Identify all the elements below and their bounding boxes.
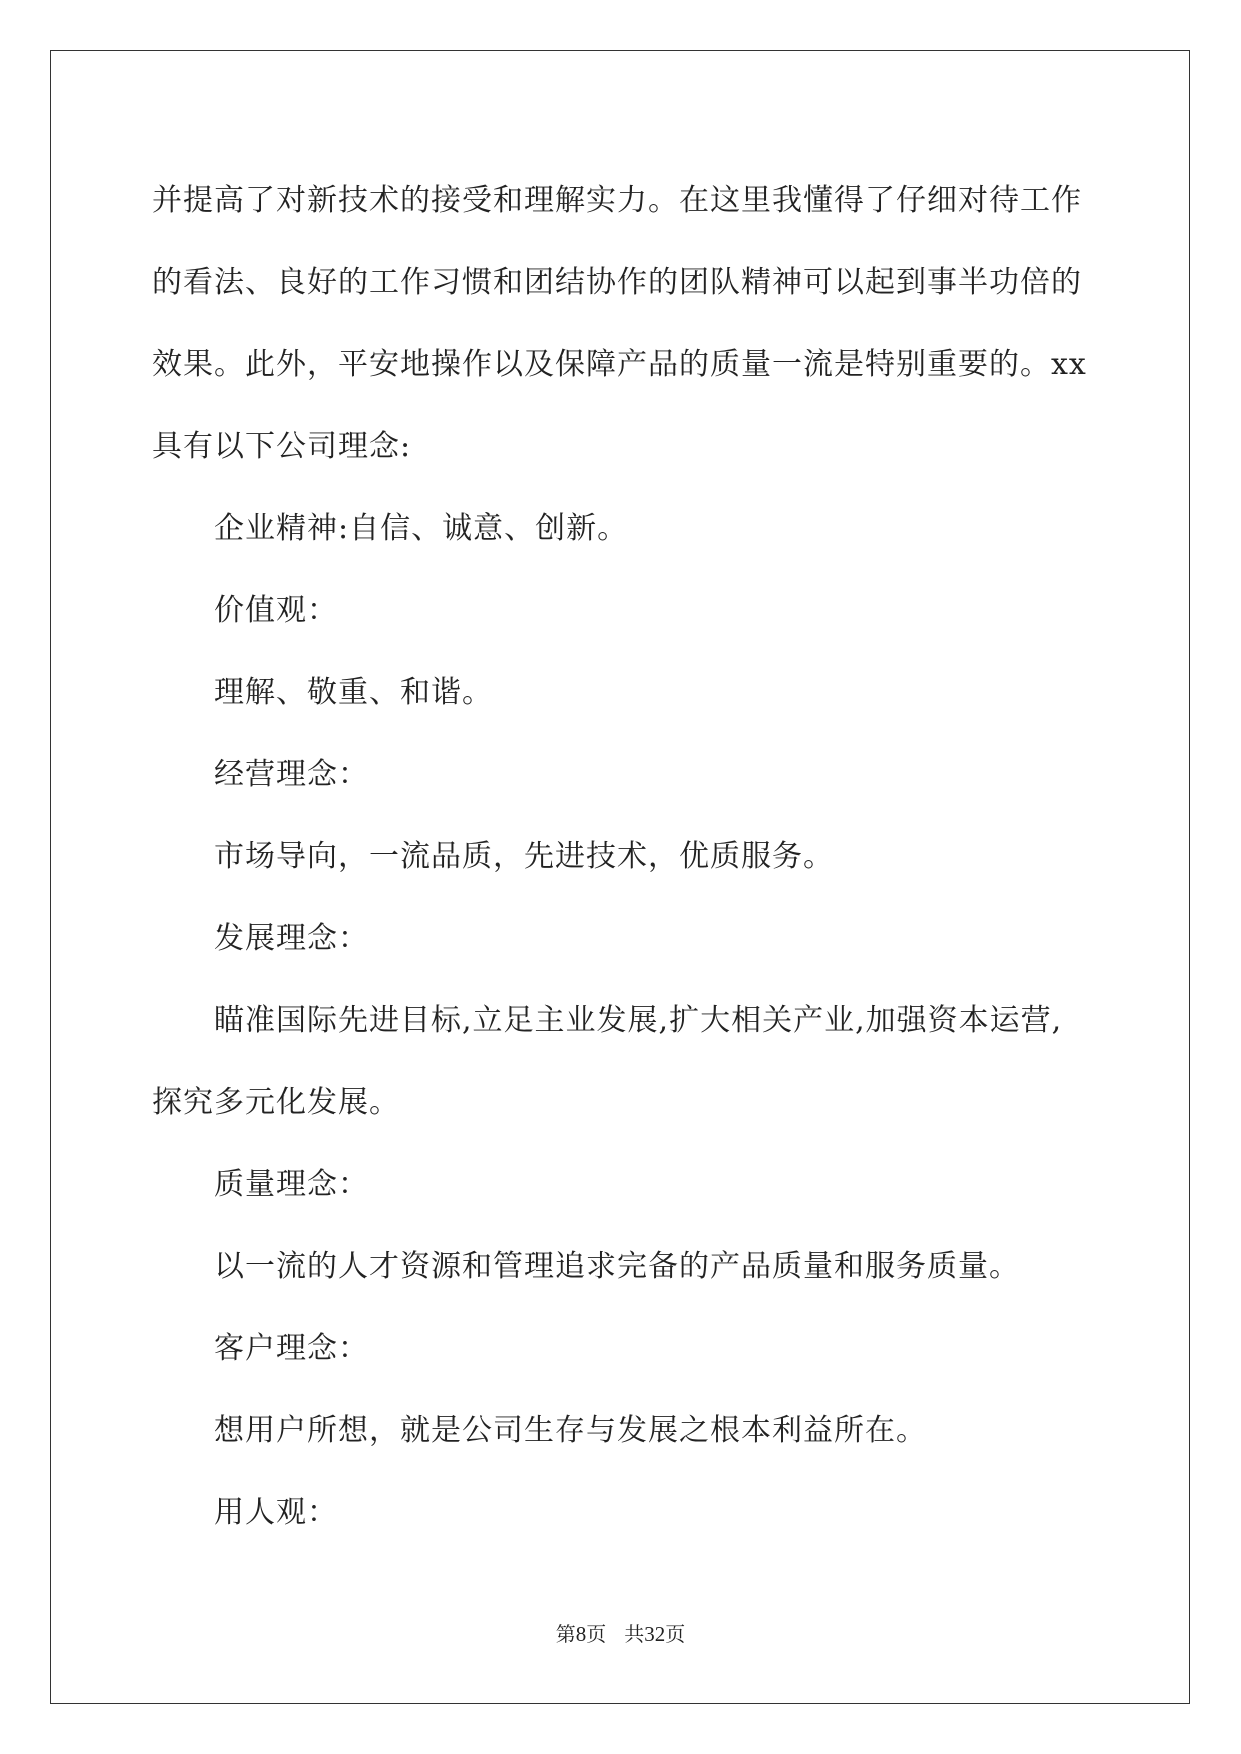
development-philosophy-text: 瞄准国际先进目标,立足主业发展,扩大相关产业,加强资本运营,: [214, 1003, 1063, 1038]
values-heading: 价值观：: [214, 593, 338, 628]
page-suffix: 页: [586, 1624, 607, 1646]
total-suffix: 页: [665, 1624, 686, 1646]
total-pages: 32: [644, 1622, 666, 1646]
business-philosophy-text: 市场导向，一流品质，先进技术，优质服务。: [214, 839, 834, 874]
document-body: [152, 160, 1112, 1554]
paragraph-line: 具有以下公司理念:: [152, 429, 412, 464]
customer-philosophy-heading: 客户理念：: [214, 1331, 369, 1366]
paragraph-line: 的看法、良好的工作习惯和团结协作的团队精神可以起到事半功倍的: [152, 265, 1082, 300]
page-footer: [0, 1618, 1241, 1647]
total-prefix: 共: [624, 1624, 645, 1646]
quality-philosophy-heading: 质量理念：: [214, 1167, 369, 1202]
development-philosophy-text-cont: 探究多元化发展。: [152, 1085, 400, 1120]
paragraph-line: 并提高了对新技术的接受和理解实力。在这里我懂得了仔细对待工作: [152, 183, 1082, 218]
page-prefix: 第: [555, 1624, 576, 1646]
values-text: 理解、敬重、和谐。: [214, 675, 493, 710]
page-number: 8: [575, 1622, 587, 1646]
paragraph-line: 效果。此外，平安地操作以及保障产品的质量一流是特别重要的。xx: [152, 347, 1087, 382]
development-philosophy-heading: 发展理念：: [214, 921, 369, 956]
customer-philosophy-text: 想用户所想，就是公司生存与发展之根本利益所在。: [214, 1413, 927, 1448]
quality-philosophy-text: 以一流的人才资源和管理追求完备的产品质量和服务质量。: [214, 1249, 1020, 1284]
employment-view-heading: 用人观：: [214, 1495, 338, 1530]
enterprise-spirit-line: 企业精神:自信、诚意、创新。: [214, 511, 629, 546]
business-philosophy-heading: 经营理念：: [214, 757, 369, 792]
